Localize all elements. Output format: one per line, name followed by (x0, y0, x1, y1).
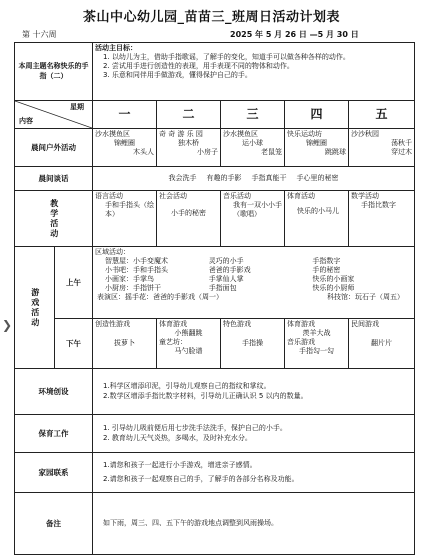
family-label: 家园联系 (15, 453, 93, 493)
environment-item: 2.数学区增添手指比数字材料，引导幼儿正确认识 5 以内的数量。 (103, 391, 308, 400)
talk-topic: 手心里的秘密 (296, 173, 339, 182)
goals-row (15, 43, 415, 101)
family-item: 1.请您和孩子一起进行小手游戏，增进亲子感情。 (103, 461, 257, 470)
goal-item: 2. 尝试用手进行创造性的表现，用手表现不同的物体和动作。 (103, 62, 294, 71)
area-item: 手的秘密 (312, 266, 341, 275)
area-item: 快乐的小画家 (312, 275, 355, 284)
care-row (15, 415, 415, 453)
weekday-label: 星期 (70, 103, 84, 111)
games-label: 游戏活动 (30, 287, 40, 328)
area-item: 手掌仙人掌 (208, 275, 244, 284)
activity-type: 体育游戏 (159, 320, 187, 328)
outdoor-label: 晨间户外活动 (15, 129, 93, 167)
talk-topic: 有趣的手影 (206, 173, 242, 182)
date-range: 2025 年 5 月 26 日 —5 月 30 日 (230, 30, 359, 39)
activity-text: 老鼠笼 (261, 148, 282, 157)
area-item: 智慧屋：小手变魔术 (105, 257, 168, 266)
chevron-right-icon[interactable]: ❯ (2, 318, 13, 332)
activity-text: 奇 奇 游 乐 园 (159, 130, 203, 138)
activity-text: 小手的秘密 (171, 209, 206, 218)
area-item: 手指面包 (208, 284, 237, 293)
activity-type: 音乐活动 (223, 192, 251, 200)
teaching-label: 教学活动 (49, 198, 59, 239)
activity-text: 小房子 (197, 148, 218, 157)
activity-type: 体育游戏 (287, 320, 315, 328)
page-title: 茶山中心幼儿园_苗苗三_班周日活动计划表 (82, 10, 340, 25)
activity-type: 特色游戏 (223, 320, 251, 328)
area-title: 区域活动： (95, 248, 130, 256)
outdoor-row (15, 129, 415, 167)
activity-text: 我有一双小小手（歌唱） (233, 201, 282, 219)
activity-type: 音乐游戏 (287, 338, 315, 347)
goal-item: 3. 乐意和同伴用手做游戏，懂得保护自己的手。 (103, 71, 252, 80)
activity-text: 沙沙秋园 (351, 130, 379, 138)
care-item: 2. 教育幼儿天气炎热，多喝水，及时补充水分。 (103, 433, 252, 442)
family-row (15, 453, 415, 493)
morning-talk-label: 晨间谈话 (15, 167, 93, 191)
games-pm-row (15, 319, 415, 369)
day-header-wed: 三 (221, 101, 285, 129)
activity-text: 快乐运动坊 (287, 130, 322, 138)
teaching-cell-wed (221, 191, 285, 247)
activity-text: 小熊翻跳 (174, 329, 203, 338)
activity-type: 体育活动 (287, 192, 315, 200)
pm-cell-tue (157, 319, 221, 369)
pm-label: 下午 (55, 319, 93, 369)
area-item: 快乐的小厨师 (312, 284, 355, 293)
morning-talk-row (15, 167, 415, 191)
activity-text: 马勺脸谱 (174, 347, 203, 356)
theme-name-label: 本周主题名称快乐的手指（二） (15, 43, 93, 101)
activity-text: 手指勾一勾 (299, 347, 334, 356)
outdoor-cell-tue (157, 129, 221, 167)
teaching-cell-tue (157, 191, 221, 247)
activity-text: 运小球 (242, 139, 263, 148)
teaching-cell-fri (349, 191, 415, 247)
games-label-cell (15, 247, 55, 369)
outdoor-cell-mon (93, 129, 157, 167)
activity-text: 翻片片 (371, 339, 393, 348)
activity-text: 穿过木 (391, 148, 413, 157)
talk-topic: 我会洗手 (168, 173, 197, 182)
day-header-fri: 五 (349, 101, 415, 129)
notes-row (15, 493, 415, 555)
morning-talk-cell (93, 167, 415, 191)
activity-type: 社会活动 (159, 192, 187, 200)
activity-text: 跳跳球 (325, 148, 346, 157)
content-label: 内容 (19, 116, 33, 125)
activity-text: 沙水摸鱼区 (95, 130, 130, 138)
activity-text: 拔萝卜 (114, 339, 135, 348)
activity-type: 民间游戏 (351, 320, 379, 328)
activity-text: 荡秋千 (391, 139, 413, 148)
teaching-row (15, 191, 415, 247)
day-header-mon: 一 (93, 101, 157, 129)
area-activities-grid (95, 257, 412, 293)
environment-label: 环境创设 (15, 369, 93, 415)
area-item: 小画家：手掌鸟 (105, 275, 154, 284)
teaching-cell-thu (285, 191, 349, 247)
weekday-header-corner (15, 101, 93, 129)
day-header-thu: 四 (285, 101, 349, 129)
activity-text: 沙水摸鱼区 (223, 130, 258, 138)
area-item: 爸爸的手影戏 (208, 266, 251, 275)
weekday-header-row (15, 101, 415, 129)
activity-text: 羡羊大战 (302, 329, 331, 338)
pm-cell-mon (93, 319, 157, 369)
teaching-cell-mon (93, 191, 157, 247)
care-cell (93, 415, 415, 453)
environment-item: 1.科学区增添印泥，引导幼儿观察自己的指纹和掌纹。 (103, 382, 271, 391)
family-cell (93, 453, 415, 493)
area-item: 手指数字 (312, 257, 341, 266)
pm-cell-thu (285, 319, 349, 369)
environment-cell (93, 369, 415, 415)
activity-text: 手指比数字 (361, 201, 396, 210)
activity-text: 手和手指头（绘本） (105, 201, 154, 219)
games-am-row (15, 247, 415, 319)
family-item: 2.请您和孩子一起观察自己的手，了解手的各部分名称及功能。 (103, 474, 299, 483)
area-activities-cell (93, 247, 415, 319)
outdoor-cell-fri (349, 129, 415, 167)
day-header-tue: 二 (157, 101, 221, 129)
talk-topic: 手指真能干 (251, 173, 287, 182)
activity-text: 手指操 (242, 339, 263, 348)
activity-text: 独木桥 (178, 139, 199, 148)
activity-text: 快乐的小马儿 (297, 207, 339, 216)
outdoor-cell-thu (285, 129, 349, 167)
pm-cell-wed (221, 319, 285, 369)
activity-text: 木头人 (133, 148, 154, 157)
activity-type: 语言活动 (95, 192, 123, 200)
teaching-label-cell (15, 191, 93, 247)
activity-type: 创造性游戏 (95, 320, 130, 328)
activity-type: 数学活动 (351, 192, 379, 200)
activity-text: 锦鲤圈 (306, 139, 327, 148)
notes-label: 备注 (15, 493, 93, 555)
goals-title: 活动主目标： (95, 44, 137, 52)
goals-cell (93, 43, 415, 101)
weekly-plan-table (14, 42, 415, 555)
area-item: 小书吧：手和手指头 (105, 266, 168, 275)
goal-item: 1. 以幼儿为主，借助手指歌谣，了解手的变化，知道手可以做各种各样的动作。 (103, 53, 350, 62)
activity-text: 锦鲤圈 (114, 139, 135, 148)
performance-area: 表演区：摇手花：爸爸的手影戏（周一） (97, 293, 223, 302)
activity-type: 童艺坊： (159, 338, 187, 347)
area-item: 小厨房：手指饼干 (105, 284, 161, 293)
care-label: 保育工作 (15, 415, 93, 453)
environment-row (15, 369, 415, 415)
pm-cell-fri (349, 319, 415, 369)
care-item: 1. 引导幼儿吸前便后用七步洗手法洗手，保护自己的小手。 (103, 424, 287, 433)
notes-cell: 如下雨，周三、四、五下午的游戏地点调整到风雨操场。 (93, 493, 415, 555)
area-item: 灵巧的小手 (208, 257, 244, 266)
outdoor-cell-wed (221, 129, 285, 167)
am-label: 上午 (55, 247, 93, 319)
science-area: 科技馆：玩石子（周五） (327, 293, 405, 302)
week-number: 第 十六周 (22, 30, 57, 39)
